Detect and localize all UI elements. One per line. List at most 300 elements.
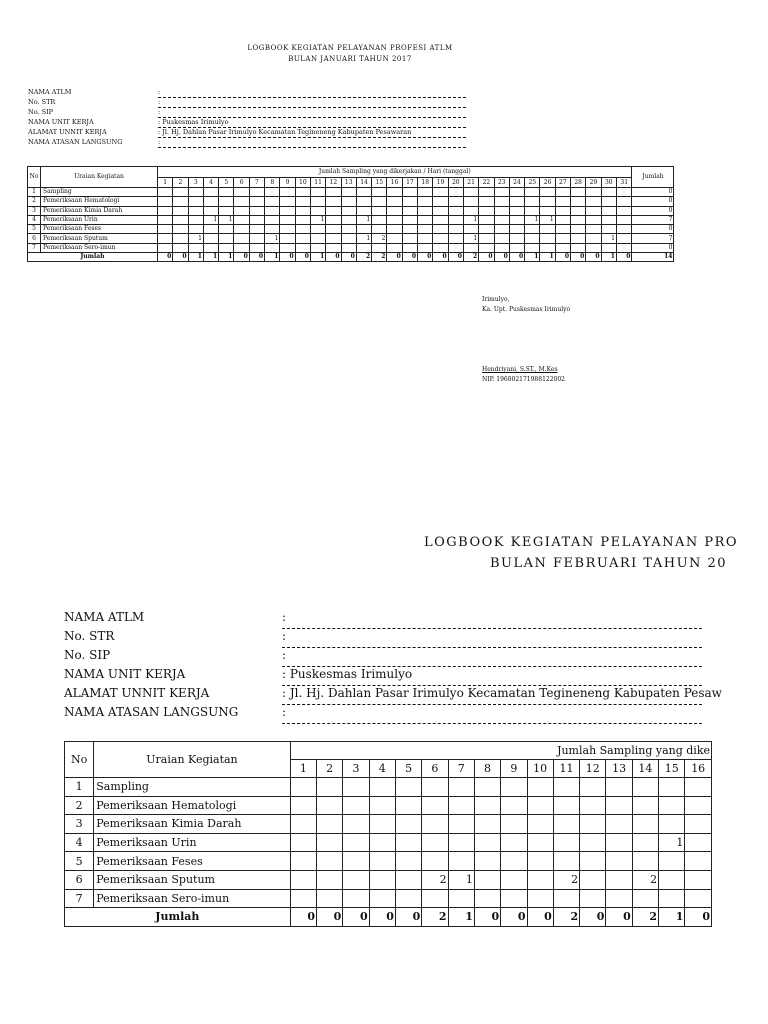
day-value xyxy=(290,889,316,908)
day-total: 0 xyxy=(249,253,264,262)
day-value xyxy=(433,243,448,252)
day-value xyxy=(249,225,264,234)
day-value xyxy=(310,197,325,206)
day-value xyxy=(395,870,421,889)
day-value xyxy=(418,234,433,243)
day-header: 5 xyxy=(219,178,234,188)
day-value xyxy=(580,870,606,889)
day-header: 27 xyxy=(555,178,570,188)
day-value xyxy=(173,225,188,234)
day-value xyxy=(616,197,632,206)
day-value xyxy=(586,225,601,234)
row-activity: Pemeriksaan Kimia Darah xyxy=(41,206,158,215)
table-row xyxy=(65,833,712,852)
total-label: Jumlah xyxy=(28,253,158,262)
day-header: 5 xyxy=(395,760,421,778)
day-value xyxy=(369,852,395,871)
day-value xyxy=(606,889,632,908)
day-value xyxy=(553,796,579,815)
row-activity: Pemeriksaan Sero-imun xyxy=(94,889,290,908)
day-value xyxy=(580,796,606,815)
info-value: : xyxy=(158,108,466,118)
day-total: 0 xyxy=(527,908,553,927)
day-total: 1 xyxy=(188,253,203,262)
day-value xyxy=(586,234,601,243)
day-value xyxy=(326,197,341,206)
day-value xyxy=(249,234,264,243)
day-value xyxy=(659,815,685,834)
day-value: 2 xyxy=(632,870,658,889)
day-header: 2 xyxy=(173,178,188,188)
day-total: 0 xyxy=(616,253,632,262)
day-header: 13 xyxy=(606,760,632,778)
info-value: : xyxy=(282,705,702,724)
jan-signature-role: Ka. Upt. Puskesmas Irimulyo xyxy=(482,306,571,313)
day-value xyxy=(525,197,540,206)
day-value xyxy=(448,234,463,243)
day-value xyxy=(479,243,494,252)
day-total: 0 xyxy=(474,908,500,927)
day-value xyxy=(474,833,500,852)
day-value xyxy=(295,234,310,243)
row-no: 6 xyxy=(65,870,94,889)
info-value: : Jl. Hj. Dahlan Pasar Irimulyo Kecamatan Tegineneng Kabupaten Pesawaran xyxy=(158,128,466,138)
table-row xyxy=(65,889,712,908)
day-value xyxy=(234,206,249,215)
day-value xyxy=(448,197,463,206)
row-total: 0 xyxy=(632,243,674,252)
day-value xyxy=(632,796,658,815)
day-value xyxy=(203,206,218,215)
day-value xyxy=(685,852,712,871)
day-value xyxy=(448,215,463,224)
day-value xyxy=(553,778,579,797)
day-value xyxy=(356,206,371,215)
day-value: 1 xyxy=(203,215,218,224)
jan-signature-name: Hendriyani, S.ST., M.Kes xyxy=(482,366,558,373)
day-header: 4 xyxy=(203,178,218,188)
day-header: 1 xyxy=(158,178,173,188)
day-value xyxy=(474,796,500,815)
day-value xyxy=(555,225,570,234)
day-value xyxy=(395,852,421,871)
logbook-february xyxy=(0,520,739,1024)
day-value xyxy=(586,197,601,206)
info-value: : xyxy=(282,648,702,667)
info-label: ALAMAT UNNIT KERJA xyxy=(28,128,107,136)
day-value xyxy=(494,197,509,206)
day-value xyxy=(685,889,712,908)
day-value xyxy=(418,243,433,252)
day-value xyxy=(326,243,341,252)
day-value xyxy=(341,225,356,234)
info-value: : Puskesmas Irimulyo xyxy=(282,667,702,686)
day-value xyxy=(265,188,280,197)
day-value xyxy=(659,778,685,797)
day-value xyxy=(265,215,280,224)
jan-info-block xyxy=(28,88,478,158)
header-jumlah-sampling: Jumlah Sampling yang dike xyxy=(290,742,711,760)
day-value xyxy=(418,225,433,234)
day-value xyxy=(265,206,280,215)
day-value xyxy=(685,796,712,815)
day-header: 12 xyxy=(326,178,341,188)
day-header: 4 xyxy=(369,760,395,778)
table-row xyxy=(28,188,674,197)
row-no: 7 xyxy=(28,243,41,252)
row-total: 0 xyxy=(632,197,674,206)
day-value xyxy=(632,815,658,834)
day-value xyxy=(158,188,173,197)
table-row xyxy=(28,197,674,206)
day-value xyxy=(280,225,295,234)
day-value: 1 xyxy=(659,833,685,852)
day-header: 1 xyxy=(290,760,316,778)
day-total: 0 xyxy=(317,908,343,927)
day-value xyxy=(616,225,632,234)
table-row xyxy=(65,815,712,834)
day-header: 12 xyxy=(580,760,606,778)
day-value xyxy=(203,188,218,197)
day-value xyxy=(553,815,579,834)
row-no: 3 xyxy=(65,815,94,834)
day-value xyxy=(219,225,234,234)
day-value xyxy=(586,188,601,197)
day-value xyxy=(479,197,494,206)
day-value xyxy=(494,188,509,197)
day-header: 6 xyxy=(234,178,249,188)
day-total: 1 xyxy=(448,908,474,927)
info-label: NAMA ATLM xyxy=(28,88,72,96)
total-row xyxy=(28,253,674,262)
day-value xyxy=(234,243,249,252)
day-value xyxy=(474,852,500,871)
day-total: 2 xyxy=(553,908,579,927)
day-value xyxy=(580,833,606,852)
jan-title-line2: BULAN JANUARI TAHUN 2017 xyxy=(288,55,412,63)
day-header: 7 xyxy=(249,178,264,188)
day-value xyxy=(540,197,555,206)
day-value xyxy=(290,833,316,852)
day-value xyxy=(422,778,448,797)
day-value xyxy=(402,197,417,206)
day-value xyxy=(387,234,402,243)
day-value xyxy=(601,215,616,224)
day-value xyxy=(553,852,579,871)
day-header: 7 xyxy=(448,760,474,778)
day-value: 1 xyxy=(463,215,478,224)
day-value: 1 xyxy=(601,234,616,243)
table-row xyxy=(65,852,712,871)
day-value xyxy=(601,188,616,197)
info-label: No. STR xyxy=(64,629,115,643)
day-value xyxy=(234,225,249,234)
day-header: 9 xyxy=(501,760,527,778)
row-total: 0 xyxy=(632,188,674,197)
day-value xyxy=(290,778,316,797)
day-value xyxy=(616,234,632,243)
day-value xyxy=(501,796,527,815)
info-value: : xyxy=(158,88,466,98)
day-value xyxy=(265,197,280,206)
day-value xyxy=(501,778,527,797)
day-total: 0 xyxy=(280,253,295,262)
jan-signature-place: Irimulyo, xyxy=(482,296,510,303)
day-value xyxy=(474,815,500,834)
table-row xyxy=(28,225,674,234)
jan-signature-nip: NIP. 196802171988122002 xyxy=(482,376,565,383)
day-total: 0 xyxy=(343,908,369,927)
day-value xyxy=(372,188,387,197)
day-value xyxy=(606,852,632,871)
day-value xyxy=(527,796,553,815)
day-value xyxy=(433,206,448,215)
day-value xyxy=(463,197,478,206)
day-value xyxy=(501,852,527,871)
day-value xyxy=(448,796,474,815)
day-value xyxy=(387,197,402,206)
day-value xyxy=(525,225,540,234)
day-header: 3 xyxy=(343,760,369,778)
day-value xyxy=(509,243,524,252)
row-activity: Pemeriksaan Feses xyxy=(41,225,158,234)
day-value xyxy=(356,188,371,197)
day-value xyxy=(494,234,509,243)
day-value xyxy=(448,778,474,797)
day-total: 0 xyxy=(326,253,341,262)
day-value xyxy=(540,234,555,243)
day-value xyxy=(463,188,478,197)
day-value xyxy=(310,206,325,215)
day-total: 0 xyxy=(158,253,173,262)
day-header: 15 xyxy=(659,760,685,778)
day-total: 0 xyxy=(494,253,509,262)
day-value xyxy=(369,815,395,834)
day-total: 1 xyxy=(219,253,234,262)
day-header: 28 xyxy=(571,178,586,188)
day-value xyxy=(280,234,295,243)
row-total: 0 xyxy=(632,225,674,234)
day-value xyxy=(501,889,527,908)
day-value xyxy=(659,870,685,889)
day-value xyxy=(343,852,369,871)
row-no: 4 xyxy=(28,215,41,224)
day-total: 0 xyxy=(433,253,448,262)
day-value xyxy=(606,796,632,815)
day-value: 1 xyxy=(188,234,203,243)
info-value: : xyxy=(282,610,702,629)
day-total: 0 xyxy=(341,253,356,262)
day-value xyxy=(525,234,540,243)
day-value xyxy=(433,215,448,224)
day-value xyxy=(418,197,433,206)
day-value xyxy=(555,197,570,206)
day-total: 0 xyxy=(234,253,249,262)
day-value xyxy=(341,206,356,215)
day-header: 16 xyxy=(387,178,402,188)
day-header: 8 xyxy=(265,178,280,188)
day-value xyxy=(158,215,173,224)
day-value xyxy=(494,243,509,252)
day-value xyxy=(317,852,343,871)
day-value: 2 xyxy=(422,870,448,889)
day-value xyxy=(632,889,658,908)
day-value xyxy=(474,889,500,908)
day-value xyxy=(326,225,341,234)
day-total: 2 xyxy=(372,253,387,262)
day-value xyxy=(395,889,421,908)
day-value xyxy=(422,796,448,815)
day-total: 0 xyxy=(685,908,712,927)
day-header: 13 xyxy=(341,178,356,188)
day-header: 24 xyxy=(509,178,524,188)
header-no: No xyxy=(65,742,94,778)
day-value xyxy=(219,197,234,206)
feb-title-line2: BULAN FEBRUARI TAHUN 20 xyxy=(490,556,728,571)
info-label: NAMA ATASAN LANGSUNG xyxy=(28,138,123,146)
day-value xyxy=(372,197,387,206)
day-value xyxy=(527,889,553,908)
day-total: 0 xyxy=(509,253,524,262)
table-row xyxy=(65,778,712,797)
info-label: No. SIP xyxy=(64,648,111,662)
day-value xyxy=(173,206,188,215)
day-value xyxy=(586,206,601,215)
day-header: 6 xyxy=(422,760,448,778)
day-value xyxy=(601,206,616,215)
day-total: 0 xyxy=(501,908,527,927)
day-header: 20 xyxy=(448,178,463,188)
day-value xyxy=(219,243,234,252)
day-value xyxy=(158,206,173,215)
day-value xyxy=(525,243,540,252)
day-value xyxy=(317,778,343,797)
day-value xyxy=(317,815,343,834)
day-value xyxy=(402,188,417,197)
day-value xyxy=(422,889,448,908)
day-value xyxy=(632,833,658,852)
header-uraian: Uraian Kegiatan xyxy=(41,167,158,188)
day-value xyxy=(280,206,295,215)
day-value xyxy=(295,225,310,234)
day-value xyxy=(219,206,234,215)
day-value xyxy=(290,870,316,889)
day-value xyxy=(372,243,387,252)
day-value xyxy=(249,188,264,197)
day-value xyxy=(685,833,712,852)
day-header: 11 xyxy=(310,178,325,188)
day-value xyxy=(659,796,685,815)
day-value xyxy=(553,833,579,852)
day-value xyxy=(540,188,555,197)
day-value xyxy=(395,833,421,852)
day-total: 1 xyxy=(659,908,685,927)
day-value xyxy=(395,778,421,797)
day-value xyxy=(448,889,474,908)
day-value xyxy=(501,815,527,834)
day-value xyxy=(479,225,494,234)
day-value xyxy=(463,206,478,215)
day-value xyxy=(295,243,310,252)
day-header: 30 xyxy=(601,178,616,188)
day-value xyxy=(422,833,448,852)
row-activity: Pemeriksaan Hematologi xyxy=(41,197,158,206)
day-value xyxy=(509,197,524,206)
day-value xyxy=(606,815,632,834)
day-value xyxy=(387,243,402,252)
day-value xyxy=(290,852,316,871)
row-total: 7 xyxy=(632,215,674,224)
day-value xyxy=(295,197,310,206)
day-value xyxy=(343,889,369,908)
day-value xyxy=(341,197,356,206)
day-value: 1 xyxy=(356,215,371,224)
day-value xyxy=(474,870,500,889)
day-value xyxy=(343,778,369,797)
day-value xyxy=(402,234,417,243)
day-value: 1 xyxy=(448,870,474,889)
day-header: 31 xyxy=(616,178,632,188)
day-value xyxy=(580,778,606,797)
day-header: 16 xyxy=(685,760,712,778)
row-activity: Pemeriksaan Urin xyxy=(41,215,158,224)
info-label: NAMA ATASAN LANGSUNG xyxy=(64,705,239,719)
day-value xyxy=(632,778,658,797)
header-no: No xyxy=(28,167,41,188)
row-activity: Pemeriksaan Urin xyxy=(94,833,290,852)
day-value xyxy=(616,243,632,252)
day-value xyxy=(555,234,570,243)
day-value xyxy=(509,188,524,197)
day-total: 0 xyxy=(173,253,188,262)
day-value xyxy=(343,796,369,815)
day-value xyxy=(606,833,632,852)
day-value xyxy=(326,234,341,243)
row-no: 2 xyxy=(28,197,41,206)
day-value xyxy=(571,234,586,243)
info-value: : Jl. Hj. Dahlan Pasar Irimulyo Kecamatan Tegineneng Kabupaten Pesaw xyxy=(282,686,702,705)
day-value xyxy=(479,188,494,197)
day-total: 0 xyxy=(395,908,421,927)
day-total: 1 xyxy=(203,253,218,262)
day-header: 11 xyxy=(553,760,579,778)
day-value xyxy=(341,234,356,243)
day-value xyxy=(369,796,395,815)
day-total: 1 xyxy=(601,253,616,262)
day-value xyxy=(509,206,524,215)
row-activity: Pemeriksaan Sputum xyxy=(94,870,290,889)
day-value xyxy=(395,815,421,834)
day-value xyxy=(606,870,632,889)
day-value xyxy=(173,197,188,206)
day-header: 9 xyxy=(280,178,295,188)
day-value xyxy=(341,243,356,252)
day-value xyxy=(525,188,540,197)
day-value xyxy=(448,206,463,215)
day-value xyxy=(343,870,369,889)
row-activity: Sampling xyxy=(41,188,158,197)
day-value xyxy=(571,188,586,197)
day-value xyxy=(249,206,264,215)
day-total: 0 xyxy=(586,253,601,262)
day-value xyxy=(448,188,463,197)
row-activity: Pemeriksaan Kimia Darah xyxy=(94,815,290,834)
day-value xyxy=(616,206,632,215)
day-total: 2 xyxy=(463,253,478,262)
day-value xyxy=(341,215,356,224)
info-value: : Puskesmas Irimulyo xyxy=(158,118,466,128)
day-value xyxy=(387,206,402,215)
